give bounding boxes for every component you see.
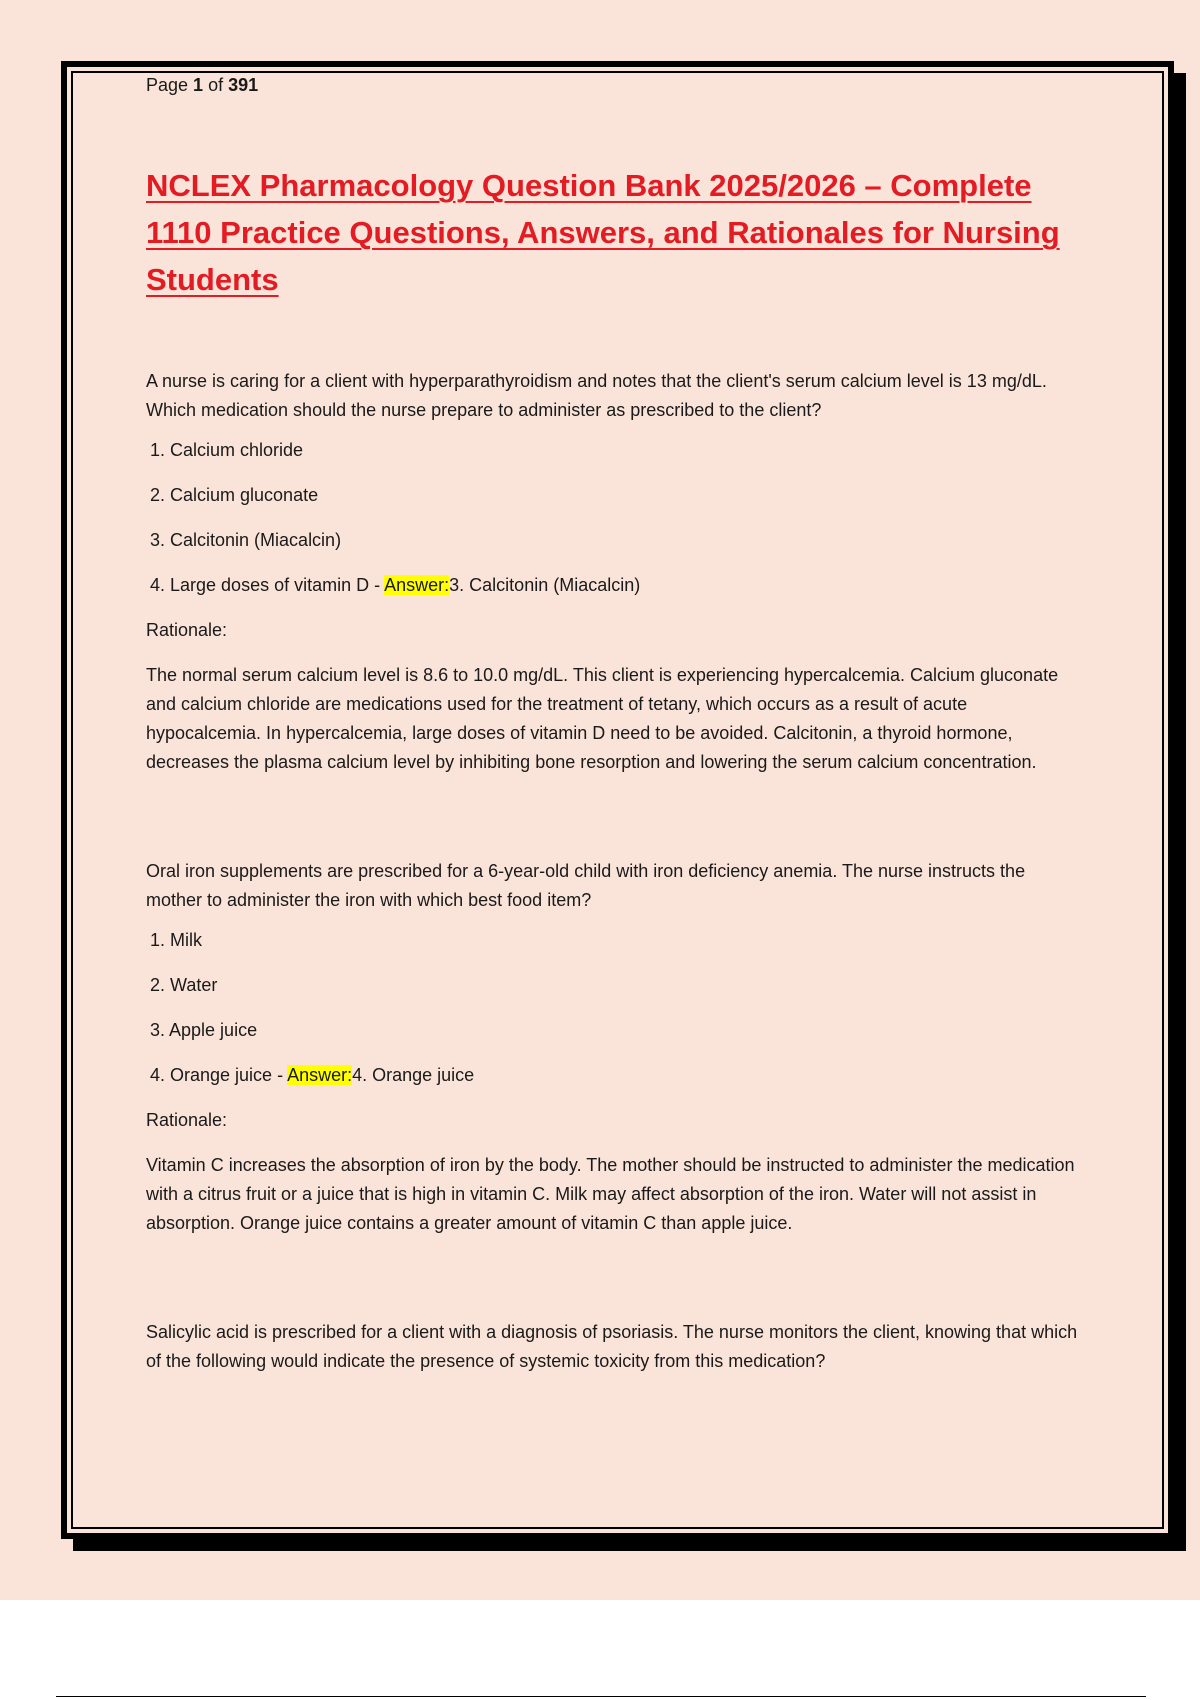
question-2-option-3: 3. Apple juice bbox=[150, 1020, 258, 1040]
question-2-rationale-label: Rationale: bbox=[146, 1110, 228, 1130]
question-3-text: Salicylic acid is prescribed for a client with a diagnosis of psoriasis. The nurse monitors the client, knowing that which of the following would indicate the presence of systemic toxicity from this medication? bbox=[146, 1322, 1078, 1371]
question-2-option-4: 4. Orange juice - Answer:4. Orange juice bbox=[150, 1065, 475, 1085]
question-2-answer: 4. Orange juice bbox=[352, 1065, 475, 1085]
question-1-rationale: The normal serum calcium level is 8.6 to 10.0 mg/dL. This client is experiencing hypercalcemia. Calcium gluconate and calcium chloride are medications used for the treatment of tetany, which occurs as a result of acute hypocalcemia. In hypercalcemia, large doses of vitamin D need to be avoided. Calcitonin, a thyroid hormone, decreases the plasma calcium level by inhibiting bone resorption and lowering the serum calcium concentration. bbox=[146, 665, 1059, 772]
question-1-answer: 3. Calcitonin (Miacalcin) bbox=[449, 575, 641, 595]
question-1-option-1: 1. Calcium chloride bbox=[150, 440, 304, 460]
question-1-rationale-label: Rationale: bbox=[146, 620, 228, 640]
document-content bbox=[146, 72, 1086, 1376]
total-pages: 391 bbox=[228, 75, 259, 95]
question-2-options bbox=[146, 929, 1086, 1086]
question-1-option-2: 2. Calcium gluconate bbox=[150, 485, 319, 505]
question-2-text: Oral iron supplements are prescribed for a 6-year-old child with iron deficiency anemia. The nurse instructs the mother to administer the iron with which best food item? bbox=[146, 861, 1026, 910]
document-title: NCLEX Pharmacology Question Bank 2025/2026 – Complete 1110 Practice Questions, Answers, and Rationales for Nursing Students bbox=[146, 168, 1060, 297]
page-number: Page 1 of 391 bbox=[146, 75, 259, 95]
question-1-option-3: 3. Calcitonin (Miacalcin) bbox=[150, 530, 342, 550]
answer-highlight: Answer: bbox=[287, 1065, 353, 1085]
current-page: 1 bbox=[193, 75, 204, 95]
question-1-option-4: 4. Large doses of vitamin D - Answer:3. Calcitonin (Miacalcin) bbox=[150, 575, 641, 595]
question-1-text: A nurse is caring for a client with hyperparathyroidism and notes that the client's serum calcium level is 13 mg/dL. Which medication should the nurse prepare to administer as prescribed to the client? bbox=[146, 371, 1047, 420]
answer-highlight: Answer: bbox=[384, 575, 450, 595]
question-2-option-1: 1. Milk bbox=[150, 930, 203, 950]
question-1-options bbox=[146, 439, 1086, 596]
question-2-rationale: Vitamin C increases the absorption of iron by the body. The mother should be instructed to administer the medication with a citrus fruit or a juice that is high in vitamin C. Milk may affect absorption of the iron. Water will not assist in absorption. Orange juice contains a greater amount of vitamin C than apple juice. bbox=[146, 1155, 1075, 1233]
footer-divider bbox=[56, 1696, 1146, 1697]
question-2-option-2: 2. Water bbox=[150, 975, 218, 995]
